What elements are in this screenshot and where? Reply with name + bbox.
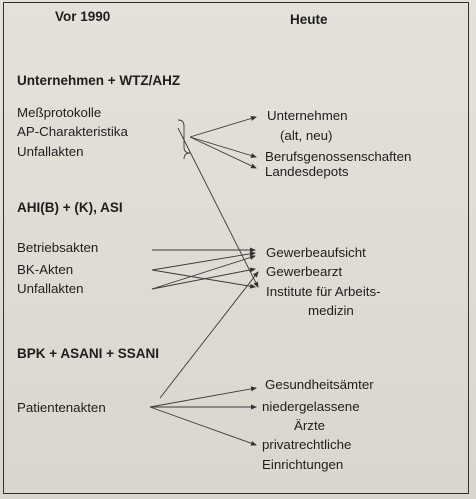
section-3-title: BPK + ASANI + SSANI xyxy=(17,346,160,361)
target-privatrechtliche: privatrechtliche xyxy=(262,437,352,452)
target-gewerbeaufsicht: Gewerbeaufsicht xyxy=(266,245,366,260)
source-patientenakten: Patientenakten xyxy=(17,400,106,415)
arrow-bkakten-gewerbeaufsicht xyxy=(152,253,255,270)
source-unfallakten-1: Unfallakten xyxy=(17,144,84,159)
header-vor-1990: Vor 1990 xyxy=(55,9,111,24)
arrow-to-privatrechtliche xyxy=(150,407,256,445)
source-messprotokolle: Meßprotokolle xyxy=(17,105,102,120)
target-berufsgenossenschaften: Berufsgenossenschaften xyxy=(265,149,412,164)
target-gesundheitsaemter: Gesundheitsämter xyxy=(265,377,374,392)
target-gewerbearzt: Gewerbearzt xyxy=(266,264,343,279)
source-bk-akten: BK-Akten xyxy=(17,262,74,277)
arrow-to-landesdepots xyxy=(190,137,256,168)
arrow-unfallakten-gewerbearzt xyxy=(152,269,255,289)
section-1-title: Unternehmen + WTZ/AHZ xyxy=(17,73,181,88)
source-betriebsakten: Betriebsakten xyxy=(17,240,99,255)
source-unfallakten-2: Unfallakten xyxy=(17,281,84,296)
arrow-to-berufsgenossenschaften xyxy=(190,137,256,157)
target-aerzte: Ärzte xyxy=(294,418,326,433)
arrow-diagonal-to-institute xyxy=(178,128,258,287)
target-institute: Institute für Arbeits- xyxy=(266,284,381,299)
arrow-to-unternehmen xyxy=(190,117,256,137)
source-ap-charakteristika: AP-Charakteristika xyxy=(17,124,128,139)
arrow-patientenakten-up xyxy=(160,272,258,398)
target-alt-neu: (alt, neu) xyxy=(280,128,333,143)
header-heute: Heute xyxy=(290,12,328,27)
target-landesdepots: Landesdepots xyxy=(265,164,349,179)
target-niedergelassene: niedergelassene xyxy=(262,399,360,414)
section-2-title: AHI(B) + (K), ASI xyxy=(17,200,123,215)
target-medizin: medizin xyxy=(308,303,354,318)
target-unternehmen: Unternehmen xyxy=(267,108,348,123)
target-einrichtungen: Einrichtungen xyxy=(262,457,344,472)
